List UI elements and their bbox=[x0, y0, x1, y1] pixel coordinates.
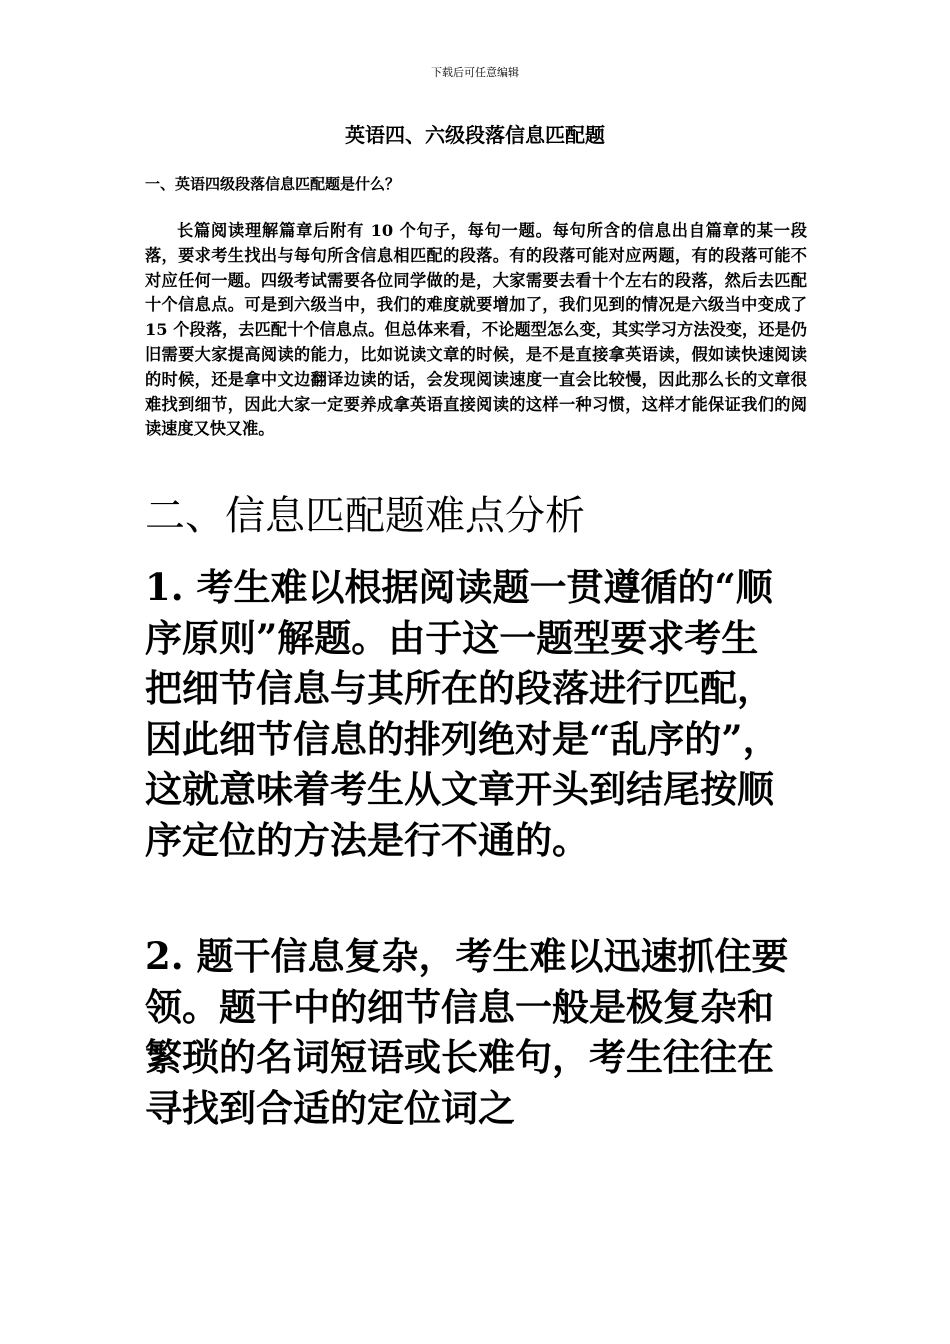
difficulty-point-2: 2. 题干信息复杂，考生难以迅速抓住要领。题干中的细节信息一般是极复杂和繁琐的名词短语或长难句，考生往往在寻找到合适的定位词之 bbox=[145, 934, 789, 1130]
section-heading-difficulty-analysis: 二、信息匹配题难点分析 bbox=[145, 493, 585, 539]
section-heading-what-is: 一、英语四级段落信息匹配题是什么？ bbox=[145, 175, 401, 193]
document-title: 英语四、六级段落信息匹配题 bbox=[345, 123, 605, 147]
difficulty-point-1: 1. 考生难以根据阅读题一贯遵循的“顺序原则”解题。由于这一题型要求考生把细节信息与其所在的段落进行匹配，因此细节信息的排列绝对是“乱序的”，这就意味着考生从文章开头到结尾按顺序定位的方法是行不通的。 bbox=[145, 565, 780, 862]
intro-paragraph: 长篇阅读理解篇章后附有 10 个句子，每句一题。每句所含的信息出自篇章的某一段落，要求考生找出与每句所含信息相匹配的段落。有的段落可能对应两题，有的段落可能不对应任何一题。四级考试需要各位同学做的是，大家需要去看十个左右的段落，然后去匹配十个信息点。可是到六级当中，我们的难度就要增加了，我们见到的情况是六级当中变成了 15 个段落，去匹配十个信息点。但总体来看，不论题型怎么变，其实学习方法没变，还是仍旧需要大家提高阅读的能力，比如说读文章的时候，是不是直接拿英语读，假如读快速阅读的时候，还是拿中文边翻译边读的话，会发现阅读速度一直会比较慢，因此那么长的文章很难找到细节，因此大家一定要养成拿英语直接阅读的这样一种习惯，这样才能保证我们的阅读速度又快又准。 bbox=[145, 221, 807, 439]
page-header: 下载后可任意编辑 bbox=[431, 66, 519, 79]
